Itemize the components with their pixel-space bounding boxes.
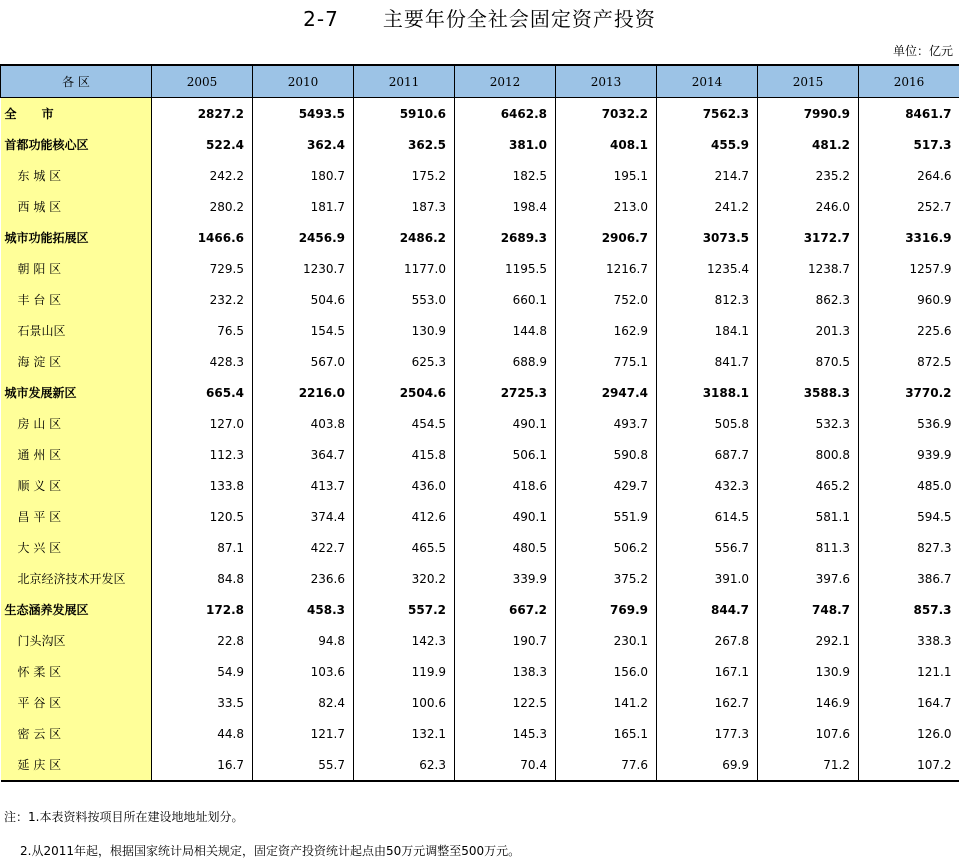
value-cell: 872.5 <box>917 354 952 369</box>
value-cell: 748.7 <box>758 594 859 625</box>
year-header: 2016 <box>859 65 959 98</box>
value-cell: 162.7 <box>657 687 758 718</box>
value-cell: 857.3 <box>913 602 952 617</box>
value-cell: 55.7 <box>253 749 354 781</box>
header-row <box>1 65 959 98</box>
table-row <box>1 656 959 687</box>
value-cell: 339.9 <box>455 563 556 594</box>
year-header: 2011 <box>354 65 455 98</box>
value-cell: 1466.6 <box>152 222 253 253</box>
table-row <box>1 532 959 563</box>
region-name-cell: 城市功能拓展区 <box>1 222 152 253</box>
value-cell: 112.3 <box>152 439 253 470</box>
value-cell: 181.7 <box>253 191 354 222</box>
value-cell: 87.1 <box>152 532 253 563</box>
value-cell: 69.9 <box>657 749 758 781</box>
value-cell: 752.0 <box>556 284 657 315</box>
value-cell: 3073.5 <box>657 222 758 253</box>
table-body <box>1 98 959 782</box>
value-cell: 2504.6 <box>354 377 455 408</box>
region-name-cell: 门头沟区 <box>1 625 152 656</box>
value-cell: 485.0 <box>917 478 952 493</box>
value-cell: 264.6 <box>917 168 952 183</box>
value-cell: 177.3 <box>657 718 758 749</box>
value-cell: 660.1 <box>455 284 556 315</box>
value-cell: 729.5 <box>152 253 253 284</box>
region-header: 各 区 <box>1 65 152 98</box>
value-cell: 6462.8 <box>455 98 556 130</box>
table-row <box>1 470 959 501</box>
value-cell: 386.7 <box>917 571 952 586</box>
region-name-cell: 平 谷 区 <box>1 687 152 718</box>
value-cell: 246.0 <box>758 191 859 222</box>
table-row <box>1 687 959 718</box>
value-cell: 230.1 <box>556 625 657 656</box>
value-cell: 1257.9 <box>909 261 952 276</box>
value-cell: 138.3 <box>455 656 556 687</box>
value-cell: 5910.6 <box>354 98 455 130</box>
value-cell: 870.5 <box>758 346 859 377</box>
region-name-cell: 丰 台 区 <box>1 284 152 315</box>
value-cell: 2216.0 <box>253 377 354 408</box>
region-name-cell: 城市发展新区 <box>1 377 152 408</box>
value-cell: 2456.9 <box>253 222 354 253</box>
value-cell: 536.9 <box>917 416 952 431</box>
value-cell: 120.5 <box>152 501 253 532</box>
value-cell: 8461.7 <box>905 106 952 121</box>
value-cell: 7562.3 <box>657 98 758 130</box>
table-row <box>1 284 959 315</box>
region-name-cell: 通 州 区 <box>1 439 152 470</box>
value-cell: 811.3 <box>758 532 859 563</box>
table-row <box>1 501 959 532</box>
region-name-cell: 怀 柔 区 <box>1 656 152 687</box>
value-cell: 165.1 <box>556 718 657 749</box>
value-cell: 103.6 <box>253 656 354 687</box>
value-cell: 594.5 <box>917 509 952 524</box>
value-cell: 862.3 <box>758 284 859 315</box>
value-cell: 465.5 <box>354 532 455 563</box>
value-cell: 408.1 <box>556 129 657 160</box>
region-name-cell: 北京经济技术开发区 <box>1 563 152 594</box>
value-cell: 198.4 <box>455 191 556 222</box>
value-cell: 567.0 <box>253 346 354 377</box>
year-header: 2005 <box>152 65 253 98</box>
region-name-cell: 昌 平 区 <box>1 501 152 532</box>
value-cell: 3316.9 <box>905 230 952 245</box>
value-cell: 827.3 <box>917 540 952 555</box>
region-name-cell: 延 庆 区 <box>1 749 152 781</box>
table-row <box>1 129 959 160</box>
value-cell: 2725.3 <box>455 377 556 408</box>
table-row <box>1 346 959 377</box>
table-row <box>1 160 959 191</box>
value-cell: 232.2 <box>152 284 253 315</box>
value-cell: 76.5 <box>152 315 253 346</box>
value-cell: 71.2 <box>758 749 859 781</box>
year-header: 2015 <box>758 65 859 98</box>
value-cell: 190.7 <box>455 625 556 656</box>
value-cell: 413.7 <box>253 470 354 501</box>
value-cell: 362.4 <box>253 129 354 160</box>
value-cell: 82.4 <box>253 687 354 718</box>
value-cell: 100.6 <box>354 687 455 718</box>
region-name-cell: 生态涵养发展区 <box>1 594 152 625</box>
value-cell: 481.2 <box>758 129 859 160</box>
value-cell: 465.2 <box>758 470 859 501</box>
value-cell: 107.6 <box>758 718 859 749</box>
value-cell: 429.7 <box>556 470 657 501</box>
value-cell: 2689.3 <box>455 222 556 253</box>
value-cell: 195.1 <box>556 160 657 191</box>
value-cell: 213.0 <box>556 191 657 222</box>
region-name-cell: 西 城 区 <box>1 191 152 222</box>
value-cell: 94.8 <box>253 625 354 656</box>
value-cell: 800.8 <box>758 439 859 470</box>
value-cell: 506.2 <box>556 532 657 563</box>
value-cell: 2827.2 <box>152 98 253 130</box>
value-cell: 553.0 <box>354 284 455 315</box>
value-cell: 7990.9 <box>758 98 859 130</box>
unit-label: 单位：亿元 <box>892 44 953 58</box>
value-cell: 3172.7 <box>758 222 859 253</box>
value-cell: 418.6 <box>455 470 556 501</box>
value-cell: 3770.2 <box>905 385 952 400</box>
year-header: 2013 <box>556 65 657 98</box>
value-cell: 127.0 <box>152 408 253 439</box>
value-cell: 688.9 <box>455 346 556 377</box>
value-cell: 242.2 <box>152 160 253 191</box>
value-cell: 154.5 <box>253 315 354 346</box>
value-cell: 625.3 <box>354 346 455 377</box>
value-cell: 490.1 <box>455 408 556 439</box>
value-cell: 432.3 <box>657 470 758 501</box>
value-cell: 590.8 <box>556 439 657 470</box>
value-cell: 391.0 <box>657 563 758 594</box>
value-cell: 146.9 <box>758 687 859 718</box>
value-cell: 144.8 <box>455 315 556 346</box>
region-name-cell: 石景山区 <box>1 315 152 346</box>
value-cell: 77.6 <box>556 749 657 781</box>
value-cell: 397.6 <box>758 563 859 594</box>
value-cell: 3188.1 <box>657 377 758 408</box>
region-name-cell: 顺 义 区 <box>1 470 152 501</box>
value-cell: 184.1 <box>657 315 758 346</box>
value-cell: 16.7 <box>152 749 253 781</box>
value-cell: 422.7 <box>253 532 354 563</box>
value-cell: 145.3 <box>455 718 556 749</box>
page-title <box>0 6 959 32</box>
value-cell: 1235.4 <box>657 253 758 284</box>
value-cell: 458.3 <box>253 594 354 625</box>
value-cell: 1177.0 <box>354 253 455 284</box>
value-cell: 132.1 <box>354 718 455 749</box>
value-cell: 107.2 <box>859 749 959 781</box>
table-row <box>1 625 959 656</box>
value-cell: 844.7 <box>657 594 758 625</box>
value-cell: 267.8 <box>657 625 758 656</box>
value-cell: 480.5 <box>455 532 556 563</box>
value-cell: 172.8 <box>152 594 253 625</box>
value-cell: 665.4 <box>152 377 253 408</box>
value-cell: 142.3 <box>354 625 455 656</box>
region-name-cell: 东 城 区 <box>1 160 152 191</box>
value-cell: 121.1 <box>917 664 952 679</box>
table-row <box>1 191 959 222</box>
value-cell: 236.6 <box>253 563 354 594</box>
value-cell: 122.5 <box>455 687 556 718</box>
value-cell: 841.7 <box>657 346 758 377</box>
table-row <box>1 315 959 346</box>
value-cell: 517.3 <box>913 137 952 152</box>
table-row <box>1 253 959 284</box>
value-cell: 1238.7 <box>758 253 859 284</box>
value-cell: 338.3 <box>917 633 952 648</box>
value-cell: 1216.7 <box>556 253 657 284</box>
value-cell: 812.3 <box>657 284 758 315</box>
value-cell: 130.9 <box>758 656 859 687</box>
value-cell: 252.7 <box>917 199 952 214</box>
region-name-cell: 海 淀 区 <box>1 346 152 377</box>
table-row <box>1 439 959 470</box>
value-cell: 141.2 <box>556 687 657 718</box>
value-cell: 164.7 <box>917 695 952 710</box>
value-cell: 403.8 <box>253 408 354 439</box>
year-header: 2014 <box>657 65 758 98</box>
value-cell: 381.0 <box>455 129 556 160</box>
value-cell: 241.2 <box>657 191 758 222</box>
value-cell: 62.3 <box>354 749 455 781</box>
value-cell: 960.9 <box>917 292 952 307</box>
value-cell: 455.9 <box>657 129 758 160</box>
value-cell: 126.0 <box>917 726 952 741</box>
value-cell: 84.8 <box>152 563 253 594</box>
region-name-cell: 全 市 <box>1 98 152 130</box>
region-name-cell: 首都功能核心区 <box>1 129 152 160</box>
value-cell: 156.0 <box>556 656 657 687</box>
value-cell: 522.4 <box>152 129 253 160</box>
value-cell: 44.8 <box>152 718 253 749</box>
value-cell: 320.2 <box>354 563 455 594</box>
value-cell: 493.7 <box>556 408 657 439</box>
table-row <box>1 377 959 408</box>
value-cell: 362.5 <box>354 129 455 160</box>
value-cell: 412.6 <box>354 501 455 532</box>
value-cell: 214.7 <box>657 160 758 191</box>
table-row <box>1 718 959 749</box>
value-cell: 133.8 <box>152 470 253 501</box>
footnote-1: 注：1.本表资料按项目所在建设地地址划分。 <box>4 810 244 824</box>
year-header: 2010 <box>253 65 354 98</box>
value-cell: 375.2 <box>556 563 657 594</box>
region-name-cell: 密 云 区 <box>1 718 152 749</box>
value-cell: 201.3 <box>758 315 859 346</box>
value-cell: 454.5 <box>354 408 455 439</box>
value-cell: 1230.7 <box>253 253 354 284</box>
value-cell: 2906.7 <box>556 222 657 253</box>
table-row <box>1 594 959 625</box>
value-cell: 33.5 <box>152 687 253 718</box>
value-cell: 939.9 <box>917 447 952 462</box>
value-cell: 3588.3 <box>758 377 859 408</box>
value-cell: 374.4 <box>253 501 354 532</box>
value-cell: 687.7 <box>657 439 758 470</box>
value-cell: 2947.4 <box>556 377 657 408</box>
value-cell: 415.8 <box>354 439 455 470</box>
value-cell: 162.9 <box>556 315 657 346</box>
value-cell: 364.7 <box>253 439 354 470</box>
value-cell: 22.8 <box>152 625 253 656</box>
table-row <box>1 408 959 439</box>
value-cell: 292.1 <box>758 625 859 656</box>
value-cell: 506.1 <box>455 439 556 470</box>
year-header: 2012 <box>455 65 556 98</box>
table-row <box>1 222 959 253</box>
table-row <box>1 563 959 594</box>
table-row <box>1 98 959 130</box>
value-cell: 187.3 <box>354 191 455 222</box>
value-cell: 175.2 <box>354 160 455 191</box>
value-cell: 5493.5 <box>253 98 354 130</box>
value-cell: 490.1 <box>455 501 556 532</box>
value-cell: 532.3 <box>758 408 859 439</box>
value-cell: 505.8 <box>657 408 758 439</box>
value-cell: 130.9 <box>354 315 455 346</box>
value-cell: 180.7 <box>253 160 354 191</box>
investment-table <box>0 64 959 782</box>
value-cell: 769.9 <box>556 594 657 625</box>
value-cell: 280.2 <box>152 191 253 222</box>
region-name-cell: 朝 阳 区 <box>1 253 152 284</box>
footnote-2: 2.从2011年起，根据国家统计局相关规定，固定资产投资统计起点由50万元调整至500万元。 <box>20 844 521 858</box>
value-cell: 504.6 <box>253 284 354 315</box>
table-title: 主要年份全社会固定资产投资 <box>382 7 656 31</box>
value-cell: 667.2 <box>455 594 556 625</box>
value-cell: 225.6 <box>917 323 952 338</box>
table-row <box>1 749 959 781</box>
value-cell: 557.2 <box>354 594 455 625</box>
value-cell: 7032.2 <box>556 98 657 130</box>
value-cell: 428.3 <box>152 346 253 377</box>
value-cell: 167.1 <box>657 656 758 687</box>
value-cell: 1195.5 <box>455 253 556 284</box>
value-cell: 2486.2 <box>354 222 455 253</box>
value-cell: 436.0 <box>354 470 455 501</box>
region-name-cell: 大 兴 区 <box>1 532 152 563</box>
value-cell: 581.1 <box>758 501 859 532</box>
value-cell: 54.9 <box>152 656 253 687</box>
region-name-cell: 房 山 区 <box>1 408 152 439</box>
value-cell: 70.4 <box>455 749 556 781</box>
value-cell: 775.1 <box>556 346 657 377</box>
table-number: 2-7 <box>303 7 339 31</box>
value-cell: 182.5 <box>455 160 556 191</box>
value-cell: 614.5 <box>657 501 758 532</box>
value-cell: 556.7 <box>657 532 758 563</box>
value-cell: 551.9 <box>556 501 657 532</box>
value-cell: 119.9 <box>354 656 455 687</box>
value-cell: 235.2 <box>758 160 859 191</box>
value-cell: 121.7 <box>253 718 354 749</box>
